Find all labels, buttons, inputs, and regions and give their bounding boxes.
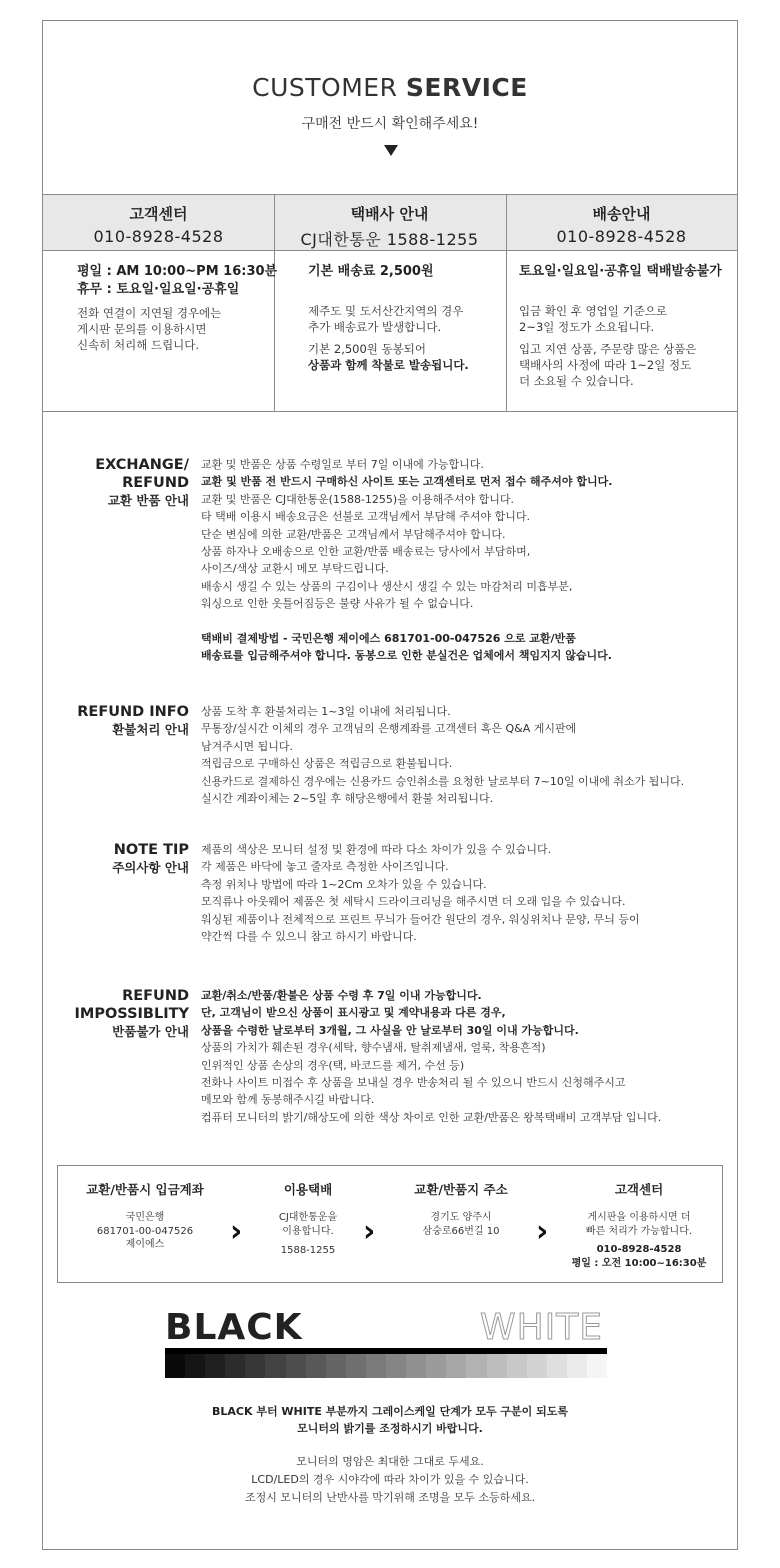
- label-ko: 환불처리 안내: [112, 722, 189, 737]
- summary-line: 빠른 처리가 가능합니다.: [585, 1225, 693, 1237]
- chevron-right-icon: ›: [363, 1214, 376, 1249]
- business-hours: 평일 : AM 10:00~PM 16:30분: [77, 264, 278, 279]
- info-line: 입금 확인 후 영업일 기준으로: [519, 304, 667, 318]
- summary-title: 고객센터: [614, 1182, 664, 1197]
- summary-customer-center: [564, 1180, 714, 1270]
- summary-line: 1588-1255: [280, 1245, 336, 1256]
- summary-line: 681701-00-047526: [96, 1225, 194, 1237]
- monitor-note: 모니터의 명암은 최대한 그대로 두세요.: [296, 1455, 484, 1468]
- info-line: 추가 배송료가 발생합니다.: [308, 320, 442, 334]
- info-line: 택배사의 사정에 따라 1~2일 정도: [519, 358, 692, 372]
- customer-service-panel: [42, 20, 738, 1550]
- text-line: 무통장/실시간 이체의 경우 고객님의 은행계좌를 고객센터 혹은 Q&A 게시판에: [201, 722, 577, 736]
- text-line: 인위적인 상품 손상의 경우(택, 바코드를 제거, 수선 등): [201, 1058, 465, 1072]
- white-label: WHITE: [480, 1307, 604, 1348]
- summary-line: 삼숭로66번길 10: [422, 1225, 500, 1237]
- section-body: [201, 703, 731, 807]
- info-line: 전화 연결이 지연될 경우에는: [77, 306, 222, 320]
- column-title: 고객센터: [129, 205, 188, 223]
- no-weekend-delivery: 토요일·일요일·공휴일 택배발송불가: [519, 264, 722, 279]
- summary-courier: [258, 1180, 358, 1258]
- summary-title: 교환/반품시 입금계좌: [86, 1182, 204, 1197]
- text-line: 상품 하자나 오배송으로 인한 교환/반품 배송료는 당사에서 부담하며,: [201, 545, 531, 559]
- info-line: 기본 2,500원 동봉되어: [308, 342, 426, 356]
- info-table: [43, 194, 737, 412]
- section-label: [43, 703, 189, 739]
- page-title: CUSTOMER SERVICE: [252, 73, 528, 102]
- label-ko: 교환 반품 안내: [107, 493, 189, 508]
- text-line: 상품의 가치가 훼손된 경우(세탁, 향수냄새, 탈취제냄새, 얼룩, 착용흔적): [201, 1041, 546, 1055]
- text-line-bold: 교환 및 반품 전 반드시 구매하신 사이트 또는 고객센터로 먼저 접수 해주셔야 합니다.: [201, 475, 613, 489]
- summary-phone: 010-8928-4528: [596, 1244, 682, 1255]
- section-label: [43, 456, 189, 510]
- text-line: 전화나 사이트 미접수 후 상품을 보내실 경우 반송처리 될 수 있으니 반드시 신청해주시고: [201, 1076, 626, 1090]
- text-line: 단순 변심에 의한 교환/반품은 고객님께서 부담해주셔야 합니다.: [201, 527, 506, 541]
- down-triangle-icon: [384, 145, 398, 156]
- header-delivery: [506, 203, 737, 246]
- summary-line: 제이에스: [125, 1239, 165, 1250]
- text-line-bold: 단, 고객님이 받으신 상품이 표시광고 및 계약내용과 다른 경우,: [201, 1006, 506, 1020]
- phone-number: 010-8928-4528: [556, 227, 687, 246]
- summary-title: 교환/반품지 주소: [414, 1182, 508, 1197]
- text-line: 측정 위치나 방법에 따라 1~2Cm 오차가 있을 수 있습니다.: [201, 877, 487, 891]
- section-label: [43, 987, 189, 1041]
- section-body: [201, 456, 731, 664]
- summary-box: [57, 1165, 723, 1283]
- summary-line: CJ대한통운을: [278, 1212, 338, 1223]
- label-en: NOTE TIP: [113, 842, 189, 858]
- text-line-bold: 배송료를 입금해주셔야 합니다. 동봉으로 인한 분실건은 업체에서 책임지지 않습니다.: [201, 649, 612, 663]
- summary-line: 게시판을 이용하시면 더: [587, 1212, 691, 1223]
- text-line: 워싱된 제품이나 전체적으로 프린트 무늬가 들어간 원단의 경우, 워싱위치나 문양, 무늬 등이: [201, 912, 640, 926]
- label-ko: 반품불가 안내: [112, 1024, 189, 1039]
- text-line: 워싱으로 인한 옷틀어짐등은 불량 사유가 될 수 없습니다.: [201, 597, 474, 611]
- text-line: 실시간 계좌이체는 2~5일 후 해당은행에서 환불 처리됩니다.: [201, 792, 494, 806]
- info-line: 2~3일 정도가 소요됩니다.: [519, 320, 655, 334]
- text-line: 교환 및 반품은 상품 수령일로 부터 7일 이내에 가능합니다.: [201, 458, 484, 471]
- summary-line: 국민은행: [125, 1212, 165, 1223]
- text-line: 약간씩 다를 수 있으니 참고 하시기 바랍니다.: [201, 930, 417, 944]
- text-line-bold: 상품을 수령한 날로부터 3개월, 그 사실을 안 날로부터 30일 이내 가능합니다.: [201, 1023, 579, 1037]
- delivery-info: [519, 263, 722, 389]
- info-line-bold: 상품과 함께 착불로 발송됩니다.: [308, 358, 469, 372]
- label-ko: 주의사항 안내: [112, 860, 189, 875]
- section-body: [201, 841, 731, 945]
- text-line: 교환 및 반품은 CJ대한통운(1588-1255)을 이용해주셔야 합니다.: [201, 492, 514, 506]
- phone-number: 010-8928-4528: [93, 227, 224, 246]
- black-label: BLACK: [165, 1307, 303, 1348]
- courier-info: [308, 263, 469, 373]
- text-line: 메모와 함께 동봉해주시길 바랍니다.: [201, 1093, 375, 1107]
- monitor-note: 조정시 모니터의 난반사를 막기위해 조명을 모두 소등하세요.: [244, 1491, 536, 1504]
- page-subtitle: 구매전 반드시 확인해주세요!: [301, 116, 479, 132]
- text-line: 배송시 생길 수 있는 상품의 구김이나 생산시 생길 수 있는 마감처리 미흡부분,: [201, 579, 573, 593]
- label-en: EXCHANGE/: [95, 457, 189, 473]
- text-line: 남겨주시면 됩니다.: [201, 739, 294, 753]
- text-line: 각 제품은 바닥에 놓고 줄자로 측정한 사이즈입니다.: [201, 860, 449, 874]
- section-body: [201, 987, 731, 1126]
- grayscale-caption: BLACK 부터 WHITE 부분까지 그레이스케일 단계가 모두 구분이 되도록: [212, 1405, 568, 1418]
- text-line: 신용카드로 결제하신 경우에는 신용카드 승인취소를 요청한 날로부터 7~10일 이내에 취소가 됩니다.: [201, 774, 685, 788]
- text-line-bold: 교환/취소/반품/환불은 상품 수령 후 7일 이내 가능합니다.: [201, 989, 482, 1002]
- label-en: REFUND INFO: [77, 704, 189, 720]
- summary-title: 이용택배: [283, 1182, 333, 1197]
- info-line: 제주도 및 도서산간지역의 경우: [308, 304, 464, 318]
- header-courier: [274, 203, 505, 250]
- info-line: 더 소요될 수 있습니다.: [519, 374, 634, 388]
- text-line: 타 택배 이용시 배송요금은 선불로 고객님께서 부담해 주셔야 합니다.: [201, 510, 530, 524]
- chevron-right-icon: ›: [230, 1214, 243, 1249]
- info-line: 신속히 처리해 드립니다.: [77, 338, 200, 352]
- customer-center-info: [77, 263, 277, 353]
- text-line: 상품 도착 후 환불처리는 1~3일 이내에 처리됩니다.: [201, 705, 451, 718]
- chevron-right-icon: ›: [536, 1214, 549, 1249]
- summary-line: 경기도 양주시: [430, 1212, 492, 1223]
- summary-bank-account: [70, 1180, 220, 1252]
- text-line-bold: 택배비 결제방법 - 국민은행 제이에스 681701-00-047526 으로 교환/반품: [201, 631, 576, 645]
- label-en: REFUND: [122, 475, 189, 491]
- text-line: 모직류나 아웃웨어 제품은 첫 세탁시 드라이크리닝을 해주시면 더 오래 입을 수 있습니다.: [201, 895, 626, 909]
- base-shipping-fee: 기본 배송료 2,500원: [308, 264, 434, 279]
- text-line: 사이즈/색상 교환시 메모 부탁드립니다.: [201, 562, 389, 576]
- info-line: 게시판 문의를 이용하시면: [77, 322, 207, 336]
- text-line: 컴퓨터 모니터의 밝기/해상도에 의한 색상 차이로 인한 교환/반품은 왕복택배비 고객부담 입니다.: [201, 1110, 662, 1124]
- grayscale-caption: 모니터의 밝기를 조정하시기 바랍니다.: [297, 1422, 483, 1435]
- holidays: 휴무 : 토요일·일요일·공휴일: [77, 282, 240, 297]
- phone-number: CJ대한통운 1588-1255: [300, 230, 479, 249]
- grayscale-bar-top: [165, 1348, 607, 1354]
- summary-line: 이용합니다.: [282, 1225, 334, 1237]
- label-en: IMPOSSIBLITY: [74, 1006, 189, 1022]
- label-en: REFUND: [122, 988, 189, 1004]
- info-line: 입고 지연 상품, 주문량 많은 상품은: [519, 342, 697, 356]
- text-line: 적립금으로 구매하신 상품은 적립금으로 환불됩니다.: [201, 757, 453, 771]
- section-label: [43, 841, 189, 877]
- header-customer-center: [43, 203, 274, 246]
- column-title: 배송안내: [592, 205, 651, 223]
- monitor-note: LCD/LED의 경우 시야각에 따라 차이가 있을 수 있습니다.: [251, 1473, 529, 1486]
- text-line: 제품의 색상은 모니터 설정 및 환경에 따라 다소 차이가 있을 수 있습니다.: [201, 843, 552, 856]
- column-title: 택배사 안내: [350, 205, 429, 223]
- summary-hours: 평일 : 오전 10:00~16:30분: [571, 1257, 707, 1269]
- summary-return-address: [396, 1180, 526, 1238]
